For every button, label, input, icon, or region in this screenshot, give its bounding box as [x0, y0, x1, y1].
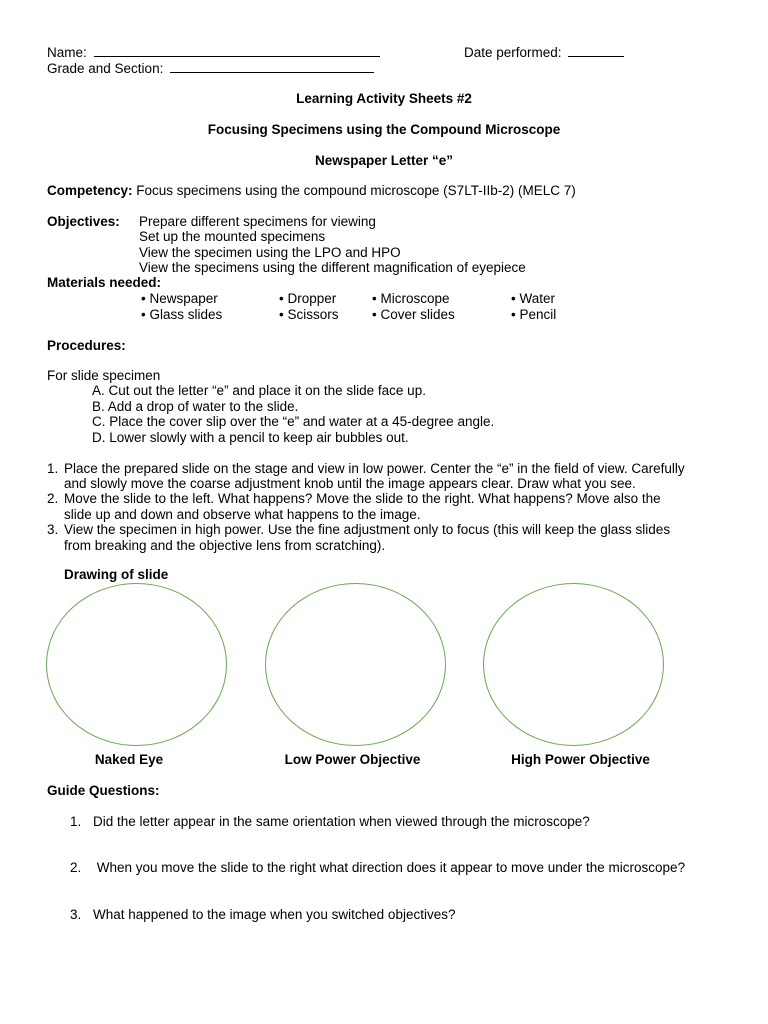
- procedure-substep: B. Add a drop of water to the slide.: [92, 399, 299, 414]
- sheet-title: Learning Activity Sheets #2: [296, 91, 472, 106]
- procedure-step-line: Place the prepared slide on the stage and view in low power. Center the “e” in the field of view. Carefully: [64, 461, 685, 476]
- low-power-drawing-circle[interactable]: [265, 583, 446, 746]
- grade-blank-line[interactable]: [170, 60, 374, 73]
- materials-label: Materials needed:: [47, 275, 162, 290]
- procedure-step-number: 3.: [47, 522, 59, 537]
- low-power-label: Low Power Objective: [284, 752, 421, 767]
- name-blank-line[interactable]: [94, 44, 380, 57]
- grade-label: Grade and Section:: [47, 61, 164, 76]
- objective-item: Set up the mounted specimens: [139, 229, 326, 244]
- high-power-drawing-circle[interactable]: [483, 583, 664, 746]
- guide-questions-label: Guide Questions:: [47, 783, 160, 798]
- guide-question-number: 2.: [70, 860, 82, 875]
- material-item: • Scissors: [279, 307, 339, 322]
- date-label: Date performed:: [464, 45, 562, 60]
- procedure-step-line: View the specimen in high power. Use the fine adjustment only to focus (this will keep the glass slides: [64, 522, 671, 537]
- high-power-label: High Power Objective: [511, 752, 650, 767]
- guide-question-text: When you move the slide to the right what direction does it appear to move under the microscope?: [93, 860, 686, 875]
- guide-question-number: 3.: [70, 907, 82, 922]
- competency-text: Focus specimens using the compound microscope (S7LT-IIb-2) (MELC 7): [136, 183, 576, 198]
- topic-title: Focusing Specimens using the Compound Microscope: [207, 122, 561, 137]
- procedure-substep: D. Lower slowly with a pencil to keep air bubbles out.: [92, 430, 409, 445]
- procedure-step-line: from breaking and the objective lens from scratching).: [64, 538, 386, 553]
- objectives-label: Objectives:: [47, 214, 120, 229]
- material-item: • Pencil: [511, 307, 557, 322]
- procedure-step-number: 1.: [47, 461, 59, 476]
- material-item: • Microscope: [372, 291, 450, 306]
- procedures-label: Procedures:: [47, 338, 126, 353]
- material-item: • Newspaper: [141, 291, 218, 306]
- procedures-intro: For slide specimen: [47, 368, 161, 383]
- name-label: Name:: [47, 45, 87, 60]
- competency: [47, 183, 576, 199]
- drawing-label: Drawing of slide: [64, 567, 169, 582]
- material-item: • Water: [511, 291, 555, 306]
- name-field: [47, 44, 380, 61]
- material-item: • Cover slides: [372, 307, 455, 322]
- procedure-substep: C. Place the cover slip over the “e” and water at a 45-degree angle.: [92, 414, 495, 429]
- objective-item: Prepare different specimens for viewing: [139, 214, 376, 229]
- naked-eye-drawing-circle[interactable]: [46, 583, 227, 746]
- material-item: • Glass slides: [141, 307, 223, 322]
- competency-label: Competency:: [47, 183, 133, 198]
- guide-question-number: 1.: [70, 814, 82, 829]
- objective-item: View the specimen using the LPO and HPO: [139, 245, 401, 260]
- guide-question-text: What happened to the image when you switched objectives?: [93, 907, 456, 922]
- objective-item: View the specimens using the different magnification of eyepiece: [139, 260, 526, 275]
- grade-field: [47, 60, 374, 77]
- procedure-step-line: and slowly move the coarse adjustment knob until the image appears clear. Draw what you see.: [64, 476, 636, 491]
- procedure-substep: A. Cut out the letter “e” and place it on the slide face up.: [92, 383, 426, 398]
- date-blank-line[interactable]: [568, 44, 624, 57]
- procedure-step-line: Move the slide to the left. What happens? Move the slide to the right. What happens? Move also the: [64, 491, 661, 506]
- procedure-step-line: slide up and down and observe what happens to the image.: [64, 507, 421, 522]
- naked-eye-label: Naked Eye: [94, 752, 164, 767]
- guide-question-text: Did the letter appear in the same orientation when viewed through the microscope?: [93, 814, 590, 829]
- material-item: • Dropper: [279, 291, 337, 306]
- date-field: [464, 44, 624, 61]
- procedure-step-number: 2.: [47, 491, 59, 506]
- activity-title: Newspaper Letter “e”: [314, 153, 454, 168]
